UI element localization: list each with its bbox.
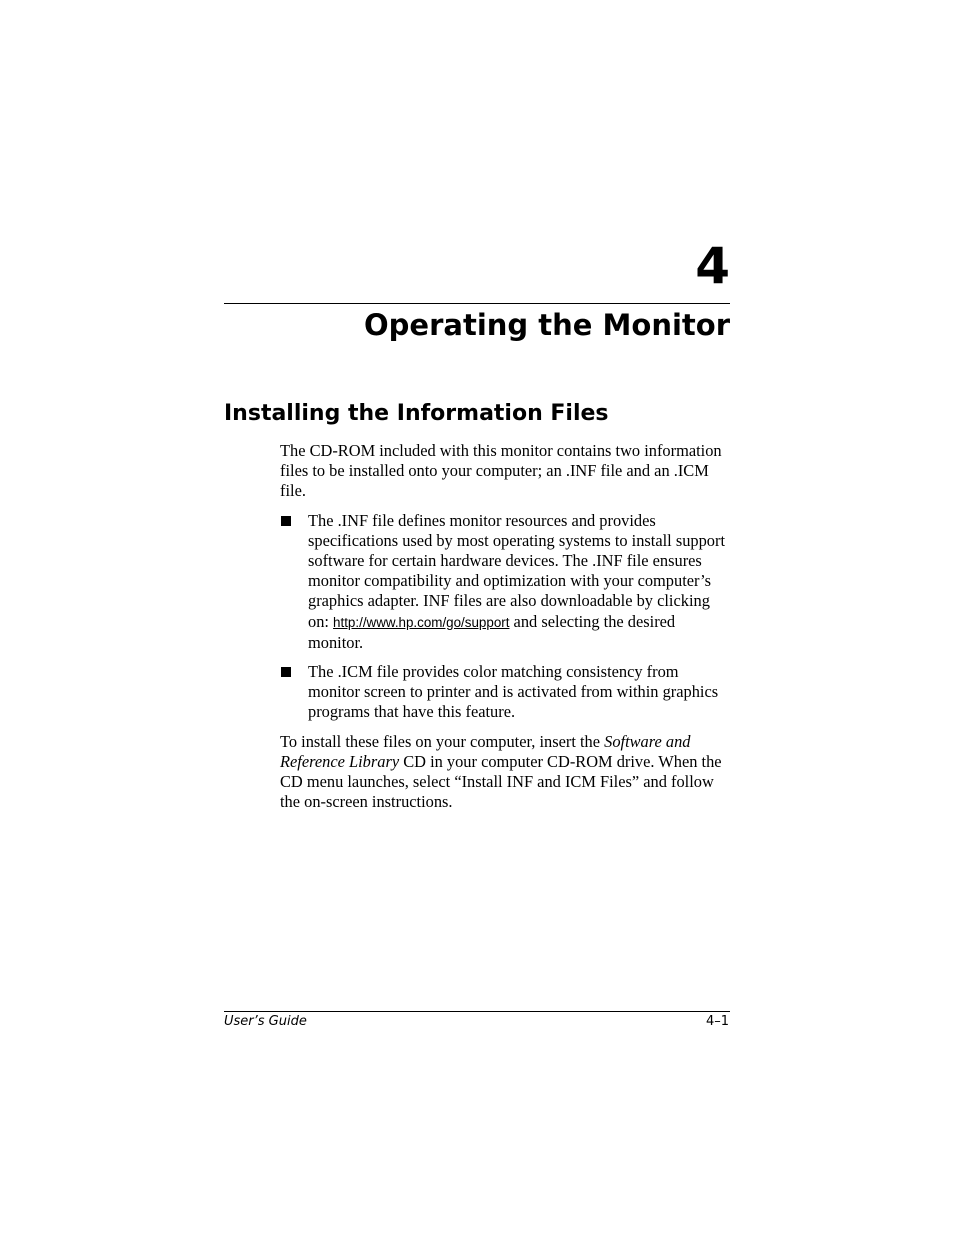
section-body bbox=[280, 441, 732, 821]
chapter-number: 4 bbox=[695, 237, 730, 295]
inf-text-before: The .INF file defines monitor resources and provides specifications used by most operating systems to install support software for certain hardware devices. The .INF file ensures monitor compatibility and optimization with your computer’s graphics adapter. INF files are also downloadable by clicking on: bbox=[308, 510, 726, 631]
list-item bbox=[280, 662, 732, 723]
footer-guide-title: User’s Guide bbox=[224, 1014, 307, 1029]
hp-support-link[interactable]: http://www.hp.com/go/support bbox=[333, 614, 510, 630]
square-bullet-icon bbox=[281, 516, 291, 526]
footer-page-number: 4–1 bbox=[705, 1014, 729, 1029]
intro-paragraph: The CD-ROM included with this monitor contains two information files to be installed onto your computer; an .INF file and an .ICM file. bbox=[280, 441, 722, 501]
closing-paragraph bbox=[280, 732, 732, 813]
closing-text-before: To install these files on your computer, insert the bbox=[280, 731, 605, 751]
icm-text: The .ICM file provides color matching consistency from monitor screen to printer and is activated from within graphics programs that have this feature. bbox=[308, 662, 719, 722]
inf-text-after: and selecting the desired monitor. bbox=[308, 611, 676, 652]
list-item bbox=[280, 511, 732, 653]
footer-divider bbox=[224, 1011, 730, 1012]
closing-text-after: CD in your computer CD-ROM drive. When the CD menu launches, select “Install INF and ICM Files” and follow the on-screen instructions. bbox=[280, 751, 722, 812]
cd-title: Software and Reference Library bbox=[280, 731, 691, 771]
square-bullet-icon bbox=[281, 667, 291, 677]
section-heading: Installing the Information Files bbox=[224, 401, 609, 426]
chapter-title: Operating the Monitor bbox=[364, 308, 730, 342]
bullet-list bbox=[280, 511, 732, 723]
